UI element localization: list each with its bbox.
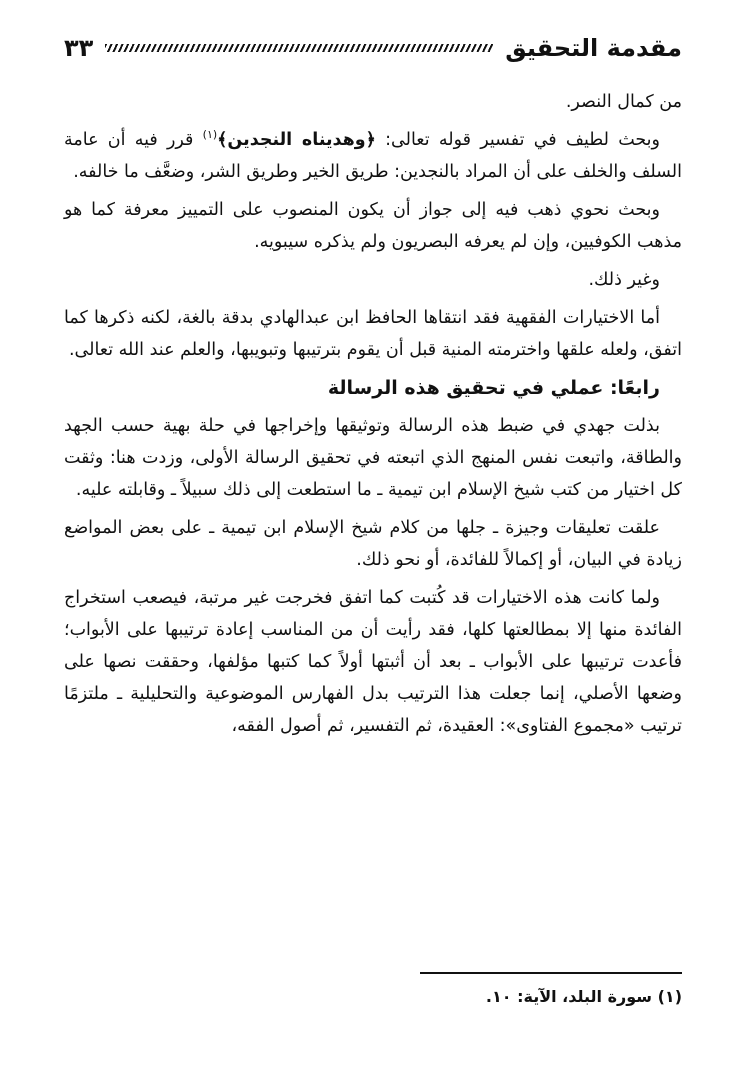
header-rule xyxy=(105,44,493,52)
footnote: (١) سورة البلد، الآية: ١٠. xyxy=(485,987,682,1006)
quran-verse: ﴿وهديناه النجدين﴾ xyxy=(217,130,376,150)
paragraph-text: وبحث لطيف في تفسير قوله تعالى: xyxy=(375,130,660,150)
paragraph xyxy=(64,124,682,188)
footnote-marker[interactable]: (١) xyxy=(202,128,218,142)
paragraph: ولما كانت هذه الاختيارات قد كُتبت كما اتفق فخرجت غير مرتبة، فيصعب استخراج الفائدة منها إلا بمطالعتها كلها، فقد رأيت أن من المناسب إعادة ترتيبها على الأبواب؛ فأعدت ترتيبها على الأبواب ـ بعد أن أثبتها أولاً كما كتبها مؤلفها، وحققت نصها على وضعها الأصلي، إنما جعلت هذا الترتيب بدل الفهارس الموضوعية والتحليلية ـ ملتزمًا ترتيب «مجموع الفتاوى»: العقيدة، ثم التفسير، ثم أصول الفقه، xyxy=(64,588,682,736)
running-title: مقدمة التحقيق xyxy=(505,34,682,62)
paragraph-text: قرر فيه أن عامة السلف والخلف على أن المراد بالنجدين: طريق الخير وطريق الشر، وضعَّف ما خالفه. xyxy=(64,130,682,182)
paragraph: علقت تعليقات وجيزة ـ جلها من كلام شيخ الإسلام ابن تيمية ـ على بعض المواضع زيادة في البيان، أو إكمالاً للفائدة، أو نحو ذلك. xyxy=(64,518,682,570)
page-number: ٣٣ xyxy=(64,34,94,62)
main-text xyxy=(64,86,682,748)
paragraph: وغير ذلك. xyxy=(588,270,660,290)
paragraph: بذلت جهدي في ضبط هذه الرسالة وتوثيقها وإخراجها في حلة بهية حسب الجهد والطاقة، واتبعت نفس المنهج الذي اتبعته في تحقيق الرسالة الأولى، وزدت هنا: وثقت كل اختيار من كتب شيخ الإسلام ابن تيمية ـ ما استطعت إلى ذلك سبيلاً ـ وقابلته عليه. xyxy=(64,416,682,500)
paragraph: وبحث نحوي ذهب فيه إلى جواز أن يكون المنصوب على التمييز معرفة كما هو مذهب الكوفيين، وإن لم يعرفه البصريون ولم يذكره سيبويه. xyxy=(64,200,682,252)
section-heading: رابعًا: عملي في تحقيق هذه الرسالة xyxy=(327,377,660,399)
page-header xyxy=(64,28,682,68)
paragraph: من كمال النصر. xyxy=(565,92,682,112)
footnote-divider xyxy=(420,972,682,974)
paragraph: أما الاختيارات الفقهية فقد انتقاها الحافظ ابن عبدالهادي بدقة بالغة، لكنه ذكرها كما اتفق، ولعله علقها واخترمته المنية قبل أن يقوم بترتيبها وتبويبها، والعلم عند الله تعالى. xyxy=(64,308,682,360)
